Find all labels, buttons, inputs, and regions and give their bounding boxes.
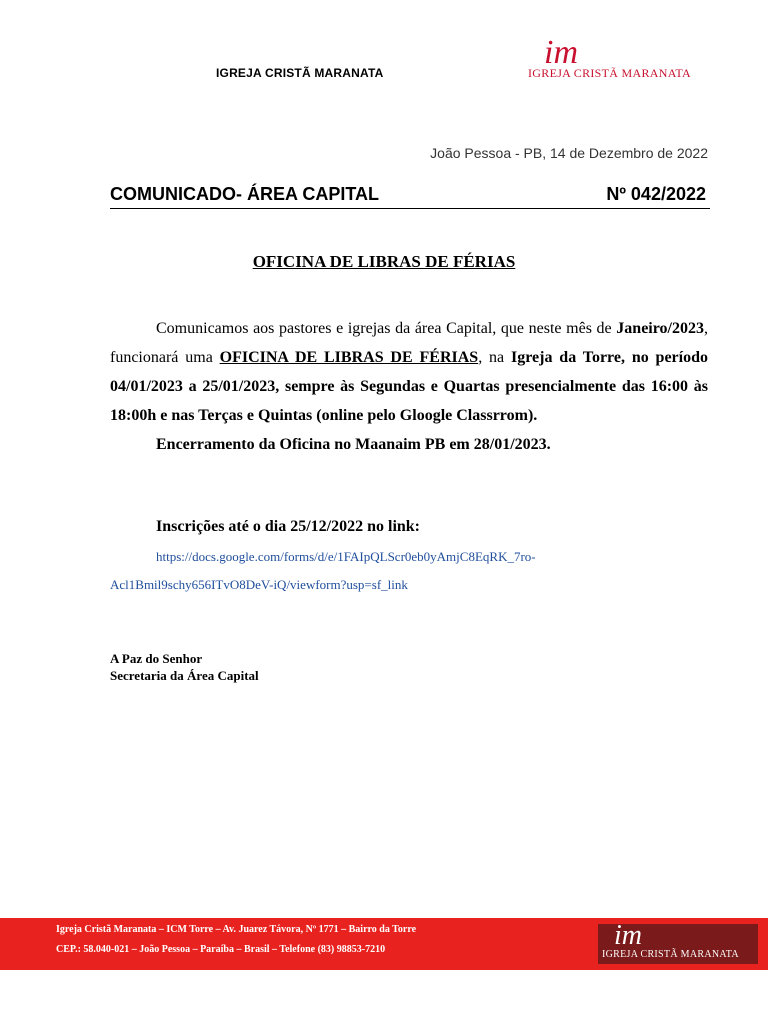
p2-closing-event: Encerramento da Oficina no Maanaim PB em 28/01/2023. [156, 436, 551, 453]
footer-address: Igreja Cristã Maranata – ICM Torre – Av. Juarez Távora, Nº 1771 – Bairro da Torre [56, 924, 417, 935]
p1-mid: , funcionará uma [110, 320, 708, 366]
registration-label: Inscrições até o dia 25/12/2022 no link: [156, 518, 421, 535]
document-heading [110, 182, 710, 209]
body-paragraph-2 [110, 430, 708, 459]
registration-link-part-1[interactable]: https://docs.google.com/forms/d/e/1FAIpQLScr0eb0yAmjC8EqRK_7ro- [156, 549, 536, 564]
footer-logo-brand-text: IGREJA CRISTÃ MARANATA [602, 949, 739, 960]
p1-event-name: OFICINA DE LIBRAS DE FÉRIAS [219, 349, 479, 366]
p1-sep: , na [478, 349, 511, 366]
closing-signature: Secretaria da Área Capital [110, 668, 259, 683]
body-text [110, 314, 708, 459]
church-logo [526, 36, 718, 84]
logo-brand-text: IGREJA CRISTÃ MARANATA [528, 66, 691, 80]
p1-details: Igreja da Torre, no período 04/01/2023 a 25/01/2023, sempre às Segundas e Quartas presencialmente das 16:00 às 18:00h e nas Terças e Quintas (online pelo Gloogle Classrrom). [110, 349, 708, 424]
registration-link-part-2[interactable]: Acl1Bmil9schy656ITvO8DeV-iQ/viewform?usp=sf_link [110, 577, 408, 592]
p1-month: Janeiro/2023 [616, 320, 704, 337]
footer-contact: CEP.: 58.040-021 – João Pessoa – Paraíba – Brasil – Telefone (83) 98853-7210 [56, 944, 386, 955]
communique-number: Nº 042/2022 [606, 184, 706, 204]
church-name-header: IGREJA CRISTÃ MARANATA [216, 66, 384, 80]
footer-logo [598, 920, 758, 964]
date-line: João Pessoa - PB, 14 de Dezembro de 2022 [430, 145, 708, 161]
closing-greeting: A Paz do Senhor [110, 651, 203, 666]
p1-intro: Comunicamos aos pastores e igrejas da área Capital, que neste mês de [156, 320, 617, 337]
event-title: OFICINA DE LIBRAS DE FÉRIAS [252, 252, 516, 271]
footer-logo-monogram: im [614, 920, 642, 951]
logo-monogram: im [544, 34, 578, 71]
footer-bar [0, 918, 768, 970]
communique-title: COMUNICADO- ÁREA CAPITAL [110, 184, 379, 204]
body-paragraph-1 [110, 314, 708, 430]
